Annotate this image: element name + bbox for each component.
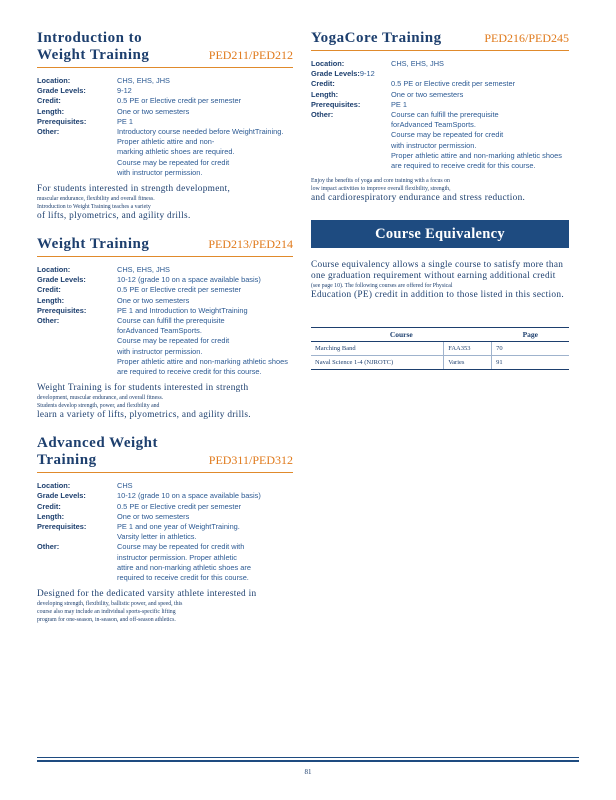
- detail-label: Credit:: [311, 79, 335, 89]
- detail-value: 9-12: [117, 86, 132, 96]
- description-line: learn a variety of lifts, plyometrics, and agility drills.: [37, 410, 251, 421]
- course-code: PED216/PED245: [484, 31, 569, 45]
- detail-row: [37, 86, 293, 96]
- detail-row: [37, 107, 293, 117]
- detail-row: [37, 275, 293, 285]
- description-line: of lifts, plyometrics, and agility drills.: [37, 211, 191, 222]
- table-cell-code: Varies: [444, 356, 492, 370]
- description-line: one graduation requirement without earning additional credit: [311, 271, 556, 282]
- detail-row: [37, 502, 293, 512]
- detail-value: PE 1 and Introduction to WeightTraining: [117, 305, 248, 315]
- detail-label: Other:: [37, 316, 60, 326]
- detail-label: Credit:: [37, 285, 61, 295]
- course-details: [311, 59, 569, 171]
- detail-value: Course can fulfill the prerequisite forAdvanced TeamSports. Course may be repeated for credit with instructor permission. Proper athletic attire and non-marking athletic shoes are required to receive credit for this course.: [391, 110, 562, 171]
- detail-value: 10-12 (grade 10 on a space available basis): [117, 491, 261, 501]
- detail-label: Location:: [37, 265, 71, 275]
- detail-row: [37, 306, 293, 316]
- footer-rules: [37, 757, 579, 762]
- detail-label: Location:: [37, 481, 71, 491]
- description-line: Students develop strength, power, and flexibility and: [37, 403, 160, 410]
- detail-row: [37, 285, 293, 295]
- detail-label: Grade Levels:: [37, 491, 86, 501]
- detail-row: [311, 59, 569, 69]
- detail-value: 10-12 (grade 10 on a space available basis): [117, 275, 261, 285]
- description-line: program for one-season, in-season, and off-season athletics.: [37, 617, 176, 624]
- detail-value: CHS, EHS, JHS: [391, 59, 444, 68]
- detail-value: 0.5 PE or Elective credit per semester: [117, 285, 242, 295]
- detail-label: Length:: [311, 89, 339, 99]
- detail-row: [311, 100, 569, 110]
- detail-label: Other:: [37, 127, 60, 137]
- detail-value: One or two semesters: [117, 511, 190, 521]
- detail-label: Length:: [37, 295, 65, 305]
- detail-value: One or two semesters: [117, 106, 190, 116]
- course-header: [37, 30, 293, 68]
- detail-label: Prerequisites:: [311, 99, 361, 109]
- detail-value: Introductory course needed before WeightTraining. Proper athletic attire and non- marking athletic shoes are required. Course may be repeated for credit with instructor permission.: [117, 127, 284, 177]
- detail-value: PE 1: [391, 99, 408, 109]
- description-line: course also may include an individual sports-specific lifting: [37, 609, 176, 616]
- table-cell-page: 70: [492, 342, 569, 356]
- right-column: [311, 30, 569, 370]
- course-equivalency-table: [311, 327, 569, 370]
- course-header: [311, 30, 569, 51]
- course-code: PED311/PED312: [208, 453, 293, 468]
- detail-value: 0.5 PE or Elective credit per semester: [117, 96, 242, 106]
- detail-row: [37, 522, 293, 542]
- description-line: Designed for the dedicated varsity athlete interested in: [37, 589, 257, 600]
- course-description: [37, 383, 293, 421]
- detail-label: Location:: [37, 76, 71, 85]
- detail-label: Length:: [37, 106, 65, 116]
- course-section: [37, 30, 293, 222]
- detail-label: Grade Levels:: [311, 69, 360, 79]
- detail-label: Prerequisites:: [37, 116, 87, 126]
- table-cell-code: FAA353: [444, 342, 492, 356]
- course-header: [37, 236, 293, 257]
- page-number: 81: [304, 768, 312, 776]
- detail-value: CHS: [117, 481, 133, 491]
- detail-value: PE 1: [117, 116, 134, 126]
- detail-row: [37, 265, 293, 275]
- course-details: [37, 481, 293, 583]
- detail-value: Course can fulfill the prerequisite forAdvanced TeamSports. Course may be repeated for credit with instructor permission. Proper athletic attire and non-marking athletic shoes are required to receive credit for this course.: [117, 316, 288, 377]
- description-line: Weight Training is for students interested in strength: [37, 383, 249, 394]
- detail-row: [37, 127, 293, 178]
- detail-value: CHS, EHS, JHS: [117, 76, 170, 85]
- detail-row: [311, 110, 569, 171]
- course-description: [37, 184, 293, 222]
- detail-value: 0.5 PE or Elective credit per semester: [117, 501, 242, 511]
- detail-value: Course may be repeated for credit with instructor permission. Proper athletic attire and non-marking athletic shoes are required to receive credit for this course.: [117, 542, 251, 583]
- detail-row: [311, 90, 569, 100]
- course-code: PED213/PED214: [208, 237, 293, 252]
- table-cell-course: Marching Band: [311, 342, 444, 356]
- detail-row: [37, 316, 293, 377]
- description-line: Education (PE) credit in addition to those listed in this section.: [311, 290, 564, 301]
- detail-row: [37, 296, 293, 306]
- left-column: [37, 30, 293, 638]
- detail-row: [37, 117, 293, 127]
- course-title: Weight Training: [37, 236, 150, 253]
- description-line: development, muscular endurance, and overall fitness.: [37, 395, 164, 402]
- detail-row: [37, 76, 293, 86]
- detail-row: [37, 96, 293, 106]
- description-line: low impact activities to improve overall flexibility, strength,: [311, 186, 451, 193]
- course-title: Advanced Weight Training: [37, 435, 158, 469]
- course-equivalency-heading: Course Equivalency: [311, 220, 569, 248]
- detail-label: Length:: [37, 511, 65, 521]
- detail-label: Other:: [311, 110, 334, 120]
- column-header-page: Page: [492, 328, 569, 342]
- detail-value: CHS, EHS, JHS: [117, 265, 170, 275]
- course-title: YogaCore Training: [311, 30, 442, 46]
- detail-row: [37, 481, 293, 491]
- detail-value: 0.5 PE or Elective credit per semester: [391, 79, 516, 89]
- detail-label: Credit:: [37, 96, 61, 106]
- course-equivalency-description: [311, 260, 569, 301]
- description-line: (see page 10). The following courses are offered for Physical: [311, 283, 453, 290]
- table-row: [311, 342, 569, 356]
- detail-row: [37, 491, 293, 501]
- table-header-row: [311, 328, 569, 342]
- detail-label: Other:: [37, 542, 60, 552]
- detail-row: [37, 512, 293, 522]
- detail-label: Location:: [311, 59, 345, 68]
- course-title: Introduction to Weight Training: [37, 30, 150, 63]
- description-line: Enjoy the benefits of yoga and core training with a focus on: [311, 178, 450, 185]
- course-details: [37, 265, 293, 377]
- description-line: muscular endurance, flexibility and overall fitness.: [37, 196, 155, 203]
- detail-value: One or two semesters: [391, 89, 464, 99]
- detail-value: One or two semesters: [117, 295, 190, 305]
- description-line: Introduction to Weight Training teaches a variety: [37, 204, 151, 211]
- detail-row: [311, 69, 569, 79]
- description-line: Course equivalency allows a single course to satisfy more than: [311, 260, 564, 271]
- description-line: developing strength, flexibility, ballistic power, and speed, this: [37, 601, 183, 608]
- detail-label: Prerequisites:: [37, 522, 87, 532]
- course-code: PED211/PED212: [208, 48, 293, 62]
- course-header: [37, 435, 293, 473]
- detail-row: [311, 79, 569, 89]
- detail-row: [37, 542, 293, 583]
- course-section: [37, 236, 293, 421]
- course-description: [311, 177, 569, 204]
- detail-value: 9-12: [359, 69, 375, 79]
- table-row: [311, 356, 569, 370]
- table-cell-course: Naval Science 1-4 (NJROTC): [311, 356, 444, 370]
- description-line: and cardiorespiratory endurance and stress reduction.: [311, 193, 526, 204]
- detail-value: PE 1 and one year of WeightTraining. Varsity letter in athletics.: [117, 522, 240, 542]
- detail-label: Credit:: [37, 501, 61, 511]
- course-description: [37, 589, 293, 624]
- detail-label: Grade Levels:: [37, 86, 86, 96]
- description-line: For students interested in strength development,: [37, 184, 231, 195]
- course-details: [37, 76, 293, 178]
- course-section: [311, 30, 569, 204]
- course-section: [37, 435, 293, 624]
- column-header-course: Course: [311, 328, 492, 342]
- detail-label: Prerequisites:: [37, 305, 87, 315]
- detail-label: Grade Levels:: [37, 275, 86, 285]
- table-cell-page: 91: [492, 356, 569, 370]
